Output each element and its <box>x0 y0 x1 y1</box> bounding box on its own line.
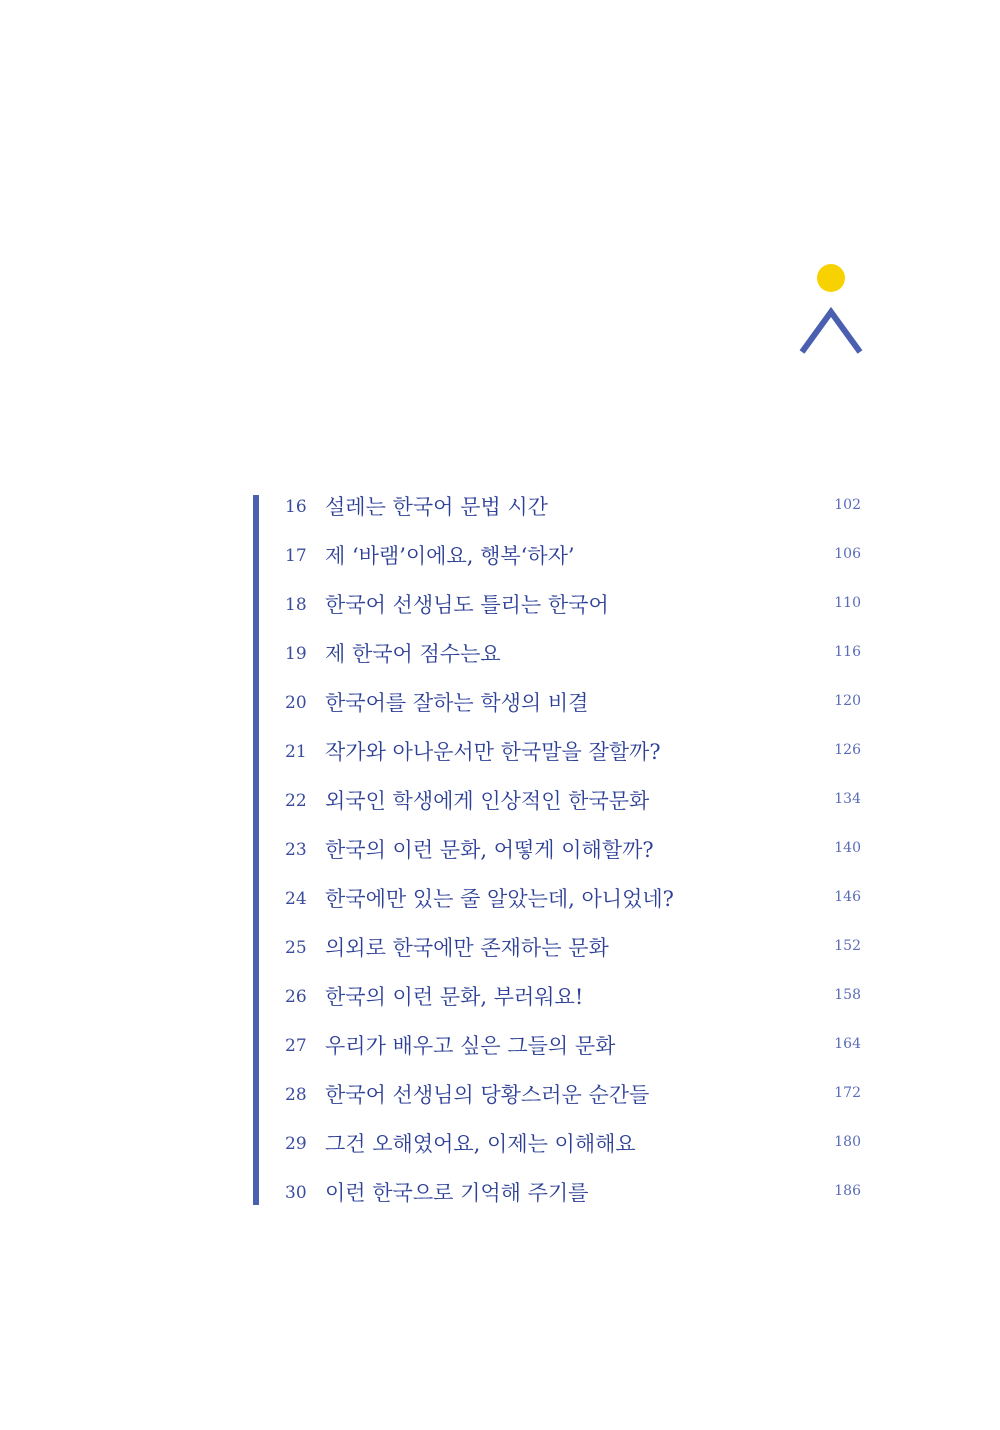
chapter-title: 한국어를 잘하는 학생의 비결 <box>325 691 589 715</box>
chapter-number: 30 <box>285 1183 307 1203</box>
toc-entry[interactable] <box>253 1083 863 1132</box>
chapter-number: 17 <box>285 546 307 566</box>
page-number: 106 <box>834 546 861 562</box>
toc-entry[interactable] <box>253 544 863 593</box>
chapter-title: 우리가 배우고 싶은 그들의 문화 <box>325 1034 616 1058</box>
chevron-up-shape <box>802 312 860 352</box>
chapter-number: 20 <box>285 693 307 713</box>
chapter-number: 24 <box>285 889 307 909</box>
toc-entry[interactable] <box>253 838 863 887</box>
chapter-number: 21 <box>285 742 307 762</box>
page-number: 140 <box>834 840 861 856</box>
table-of-contents <box>253 495 863 1205</box>
chapter-title: 외국인 학생에게 인상적인 한국문화 <box>325 789 650 813</box>
chapter-number: 23 <box>285 840 307 860</box>
sun-dot <box>817 264 845 292</box>
toc-list <box>253 495 863 1230</box>
page-number: 186 <box>834 1183 861 1199</box>
chapter-title: 의외로 한국에만 존재하는 문화 <box>325 936 609 960</box>
chapter-number: 19 <box>285 644 307 664</box>
page-number: 126 <box>834 742 861 758</box>
chapter-title: 한국어 선생님의 당황스러운 순간들 <box>325 1083 650 1107</box>
toc-entry[interactable] <box>253 1132 863 1181</box>
toc-entry[interactable] <box>253 691 863 740</box>
toc-entry[interactable] <box>253 495 863 544</box>
chapter-number: 28 <box>285 1085 307 1105</box>
toc-entry[interactable] <box>253 740 863 789</box>
chapter-title: 제 한국어 점수는요 <box>325 642 501 666</box>
toc-entry[interactable] <box>253 789 863 838</box>
toc-entry[interactable] <box>253 593 863 642</box>
chapter-number: 16 <box>285 497 307 517</box>
page-number: 146 <box>834 889 861 905</box>
toc-entry[interactable] <box>253 1034 863 1083</box>
chapter-number: 27 <box>285 1036 307 1056</box>
chapter-title: 이런 한국으로 기억해 주기를 <box>325 1181 589 1205</box>
toc-entry[interactable] <box>253 936 863 985</box>
chapter-title: 설레는 한국어 문법 시간 <box>325 495 548 519</box>
page-number: 164 <box>834 1036 861 1052</box>
chapter-title: 한국에만 있는 줄 알았는데, 아니었네? <box>325 887 674 911</box>
chapter-title: 한국의 이런 문화, 부러워요! <box>325 985 584 1009</box>
page-number: 172 <box>834 1085 861 1101</box>
chapter-number: 22 <box>285 791 307 811</box>
page-number: 158 <box>834 987 861 1003</box>
chapter-number: 25 <box>285 938 307 958</box>
chapter-title: 제 ‘바램’이에요, 행복‘하자’ <box>325 544 575 568</box>
chapter-title: 한국어 선생님도 틀리는 한국어 <box>325 593 609 617</box>
page-number: 134 <box>834 791 861 807</box>
chapter-title: 한국의 이런 문화, 어떻게 이해할까? <box>325 838 654 862</box>
chapter-title: 그건 오해였어요, 이제는 이해해요 <box>325 1132 636 1156</box>
chapter-number: 26 <box>285 987 307 1007</box>
sun-over-chevron-icon <box>796 260 866 360</box>
toc-entry[interactable] <box>253 642 863 691</box>
toc-entry[interactable] <box>253 887 863 936</box>
toc-entry[interactable] <box>253 1181 863 1230</box>
page-number: 116 <box>834 644 861 660</box>
page-number: 102 <box>834 497 861 513</box>
chapter-number: 18 <box>285 595 307 615</box>
page-number: 152 <box>834 938 861 954</box>
page-number: 110 <box>834 595 861 611</box>
chapter-number: 29 <box>285 1134 307 1154</box>
chapter-title: 작가와 아나운서만 한국말을 잘할까? <box>325 740 661 764</box>
page-number: 180 <box>834 1134 861 1150</box>
toc-entry[interactable] <box>253 985 863 1034</box>
page-number: 120 <box>834 693 861 709</box>
